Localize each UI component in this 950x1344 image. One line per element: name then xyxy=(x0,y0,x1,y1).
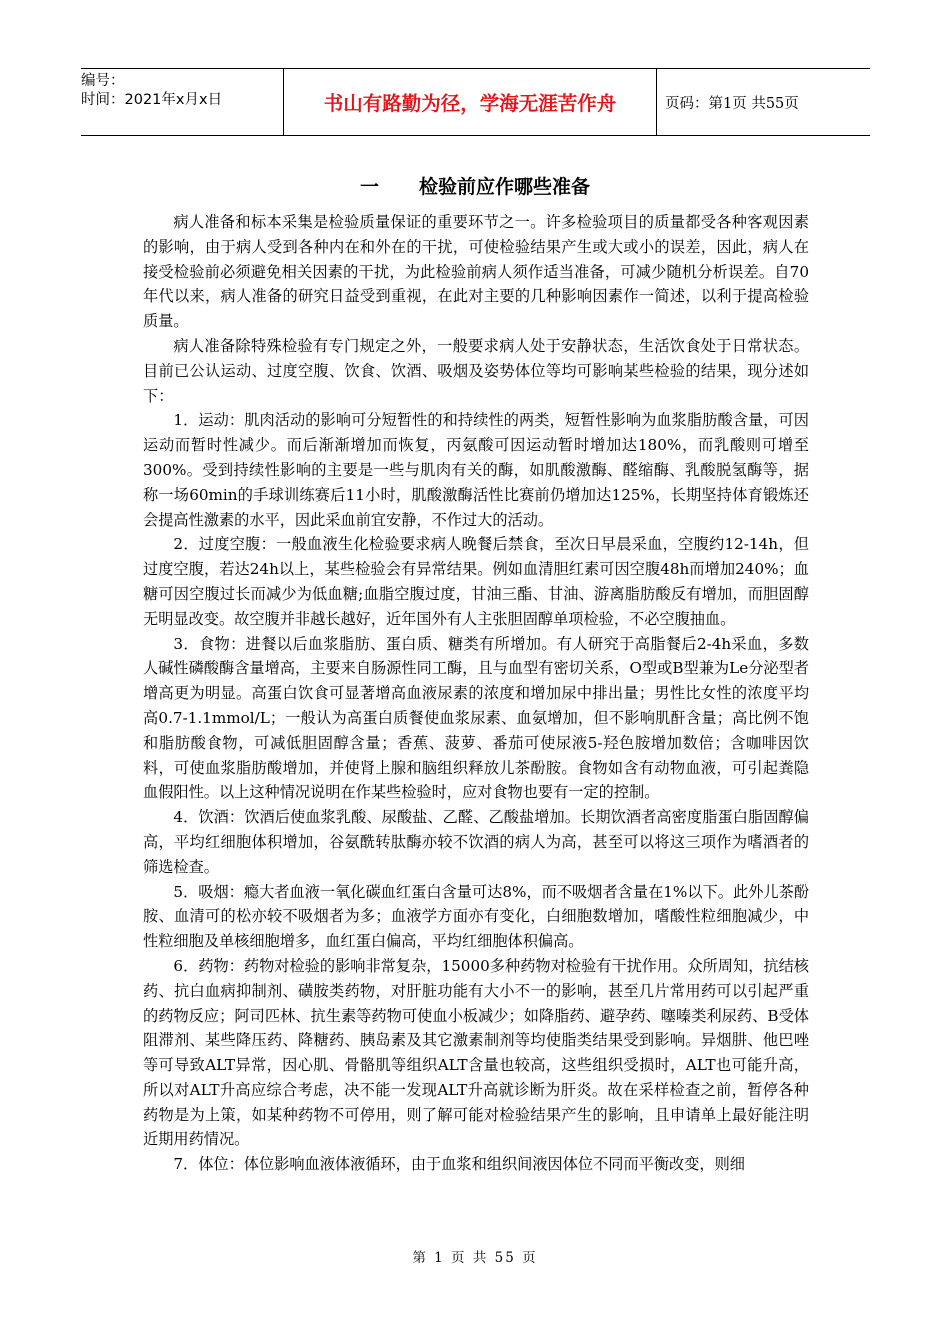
document-body xyxy=(143,210,809,1177)
paragraph: 3．食物：进餐以后血浆脂肪、蛋白质、糖类有所增加。有人研究于高脂餐后2-4h采血，多数人碱性磷酸酶含量增高，主要来自肠源性同工酶，且与血型有密切关系，O型或B型兼为Le分泌型者增高更为明显。高蛋白饮食可显著增高血液尿素的浓度和增加尿中排出量；男性比女性的浓度平均高0.7-1.1mmol/L；一般认为高蛋白质餐使血浆尿素、血氨增加，但不影响肌酐含量；高比例不饱和脂肪酸食物，可减低胆固醇含量；香蕉、菠萝、番茄可使尿液5-羟色胺增加数倍；含咖啡因饮料，可使血浆脂肪酸增加，并使肾上腺和脑组织释放儿茶酚胺。食物如含有动物血液，可引起粪隐血假阳性。以上这种情况说明在作某些检验时，应对食物也要有一定的控制。 xyxy=(143,634,809,802)
paragraph: 病人准备除特殊检验有专门规定之外，一般要求病人处于安静状态，生活饮食处于日常状态。目前已公认运动、过度空腹、饮食、饮酒、吸烟及姿势体位等均可影响某些检验的结果，现分述如下： xyxy=(143,336,809,405)
paragraph: 5．吸烟：瘾大者血液一氧化碳血红蛋白含量可达8%，而不吸烟者含量在1%以下。此外儿茶酚胺、血清可的松亦较不吸烟者为多；血液学方面亦有变化，白细胞数增加，嗜酸性粒细胞减少，中性粒细胞及单核细胞增多，血红蛋白偏高，平均红细胞体积偏高。 xyxy=(143,882,809,951)
page-header xyxy=(81,68,870,136)
header-page-info: 页码：第1页 共55页 xyxy=(665,95,799,112)
paragraph: 1．运动：肌肉活动的影响可分短暂性的和持续性的两类，短暂性影响为血浆脂肪酸含量，可因运动而暂时性减少。而后渐渐增加而恢复，丙氨酸可因运动暂时增加达180%，而乳酸则可增至300%。受到持续性影响的主要是一些与肌肉有关的酶，如肌酸激酶、醛缩酶、乳酸脱氢酶等，据称一场60min的手球训练赛后11小时，肌酸激酶活性比赛前仍增加达125%，长期坚持体育锻炼还会提高性激素的水平，因此采血前宜安静，不作过大的活动。 xyxy=(143,411,809,529)
header-motto: 书山有路勤为径，学海无涯苦作舟 xyxy=(284,69,657,135)
section-title-text: 检验前应作哪些准备 xyxy=(419,176,591,198)
paragraph: 4．饮酒：饮酒后使血浆乳酸、尿酸盐、乙醛、乙酸盐增加。长期饮酒者高密度脂蛋白脂固醇偏高，平均红细胞体积增加，谷氨酰转肽酶亦较不饮酒的病人为高，甚至可以将这三项作为嗜酒者的筛选检查。 xyxy=(143,808,809,876)
page-footer: 第 1 页 共 55 页 xyxy=(412,1250,538,1266)
paragraph: 7．体位：体位影响血液体液循环，由于血浆和组织间液因体位不同而平衡改变，则细 xyxy=(173,1155,745,1174)
paragraph: 2．过度空腹：一般血液生化检验要求病人晚餐后禁食，至次日早晨采血，空腹约12-14h，但过度空腹，若达24h以上，某些检验会有异常结果。例如血清胆红素可因空腹48h而增加240%；血糖可因空腹过长而减少为低血糖;血脂空腹过度，甘油三酯、甘油、游离脂肪酸反有增加，而胆固醇无明显改变。故空腹并非越长越好，近年国外有人主张胆固醇单项检验，不必空腹抽血。 xyxy=(143,535,809,628)
section-title xyxy=(0,172,950,199)
header-number-label: 编号： xyxy=(81,73,125,89)
section-number: 一 xyxy=(359,176,379,198)
paragraph: 6．药物：药物对检验的影响非常复杂，15000多种药物对检验有干扰作用。众所周知，抗结核药、抗白血病抑制剂、磺胺类药物，对肝脏功能有大小不一的影响，甚至几片常用药可以引起严重的药物反应；阿司匹林、抗生素等药物可使血小板减少；如降脂药、避孕药、噻嗪类利尿药、B受体阻滞剂、某些降压药、降糖药、胰岛素及其它激素制剂等均使脂类结果受到影响。异烟肼、他巴唑等可导致ALT异常，因心肌、骨骼肌等组织ALT含量也较高，这些组织受损时，ALT也可能升高，所以对ALT升高应综合考虑，决不能一发现ALT升高就诊断为肝炎。故在采样检查之前，暂停各种药物是为上策，如某种药物不可停用，则了解可能对检验结果产生的影响，且申请单上最好能注明近期用药情况。 xyxy=(143,956,809,1149)
header-date-label: 时间：2021年x月x日 xyxy=(81,92,223,108)
header-meta xyxy=(81,69,284,135)
paragraph: 病人准备和标本采集是检验质量保证的重要环节之一。许多检验项目的质量都受各种客观因素的影响，由于病人受到各种内在和外在的干扰，可使检验结果产生或大或小的误差，因此，病人在接受检验前必须避免相关因素的干扰，为此检验前病人须作适当准备，可减少随机分析误差。自70年代以来，病人准备的研究日益受到重视，在此对主要的几种影响因素作一简述，以利于提高检验质量。 xyxy=(143,213,809,331)
